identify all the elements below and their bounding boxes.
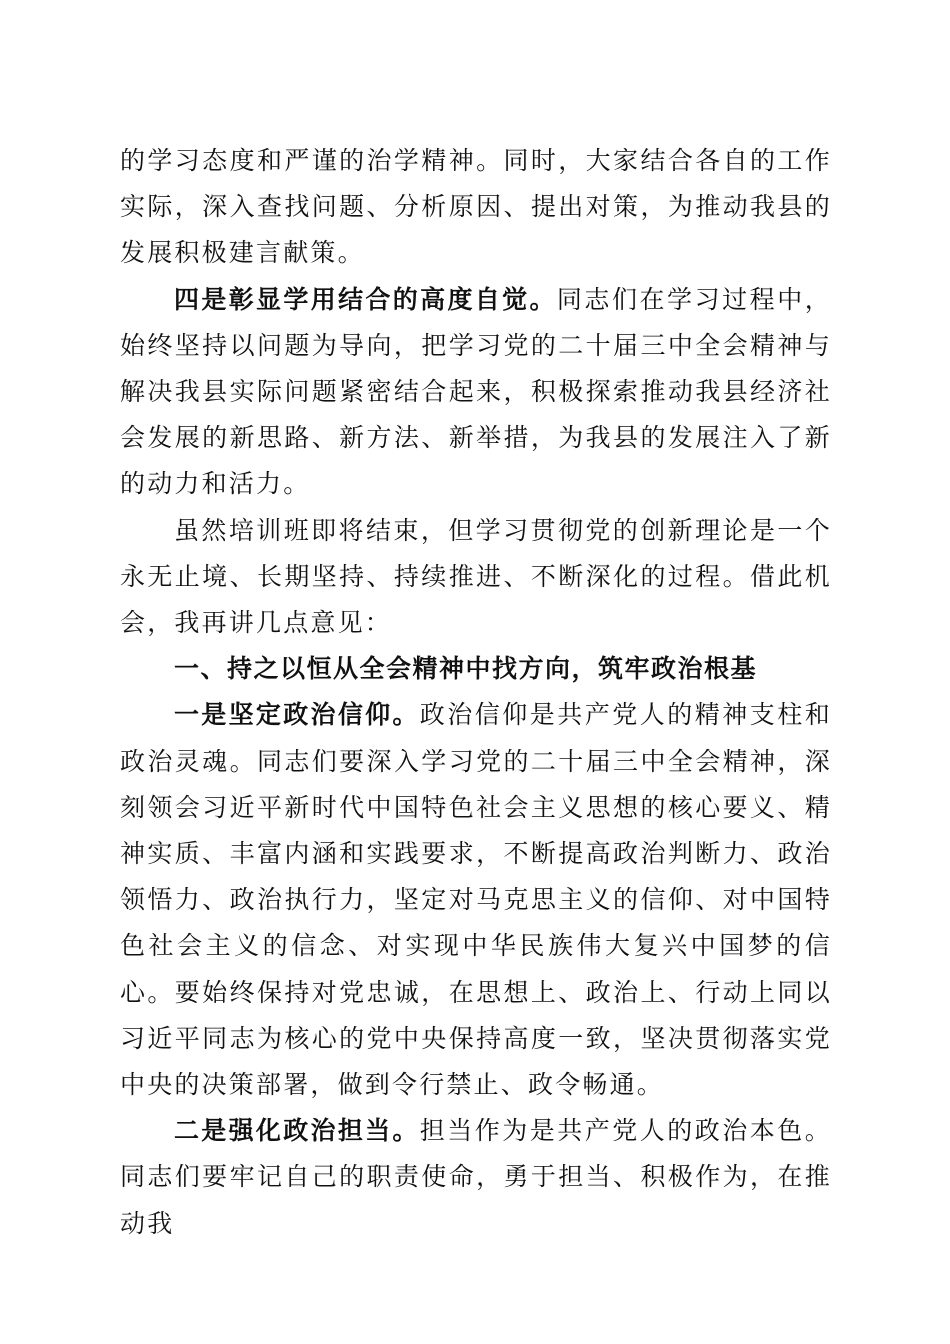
paragraph-lead-sentence: 四是彰显学用结合的高度自觉。 bbox=[174, 284, 557, 314]
paragraph-continuation bbox=[120, 138, 832, 277]
paragraph-transition bbox=[120, 508, 832, 647]
paragraph-point-one bbox=[120, 692, 832, 1108]
paragraph-text: 政治信仰是共产党人的精神支柱和政治灵魂。同志们要深入学习党的二十届三中全会精神，深刻领会习近平新时代中国特色社会主义思想的核心要义、精神实质、丰富内涵和实践要求，不断提高政治判断力、政治领悟力、政治执行力，坚定对马克思主义的信仰、对中国特色社会主义的信念、对实现中华民族伟大复兴中国梦的信心。要始终保持对党忠诚，在思想上、政治上、行动上同以习近平同志为核心的党中央保持高度一致，坚决贯彻落实党中央的决策部署，做到令行禁止、政令畅通。 bbox=[120, 700, 832, 1100]
paragraph-text: 同志们在学习过程中，始终坚持以问题为导向，把学习党的二十届三中全会精神与解决我县实际问题紧密结合起来，积极探索推动我县经济社会发展的新思路、新方法、新举措，为我县的发展注入了新的动力和活力。 bbox=[120, 284, 832, 499]
document-body bbox=[120, 138, 832, 1247]
paragraph-text: 虽然培训班即将结束，但学习贯彻党的创新理论是一个永无止境、长期坚持、持续推进、不断深化的过程。借此机会，我再讲几点意见： bbox=[120, 515, 832, 638]
paragraph-text: 的学习态度和严谨的治学精神。同时，大家结合各自的工作实际，深入查找问题、分析原因、提出对策，为推动我县的发展积极建言献策。 bbox=[120, 146, 832, 268]
paragraph-lead-sentence: 二是强化政治担当。 bbox=[174, 1116, 420, 1146]
paragraph-lead-sentence: 一是坚定政治信仰。 bbox=[174, 700, 420, 730]
paragraph-point-four bbox=[120, 277, 832, 508]
section-heading: 一、持之以恒从全会精神中找方向，筑牢政治根基 bbox=[174, 654, 758, 684]
paragraph-text: 担当作为是共产党人的政治本色。同志们要牢记自己的职责使命，勇于担当、积极作为，在推动我 bbox=[120, 1116, 832, 1238]
paragraph-point-two bbox=[120, 1108, 832, 1247]
